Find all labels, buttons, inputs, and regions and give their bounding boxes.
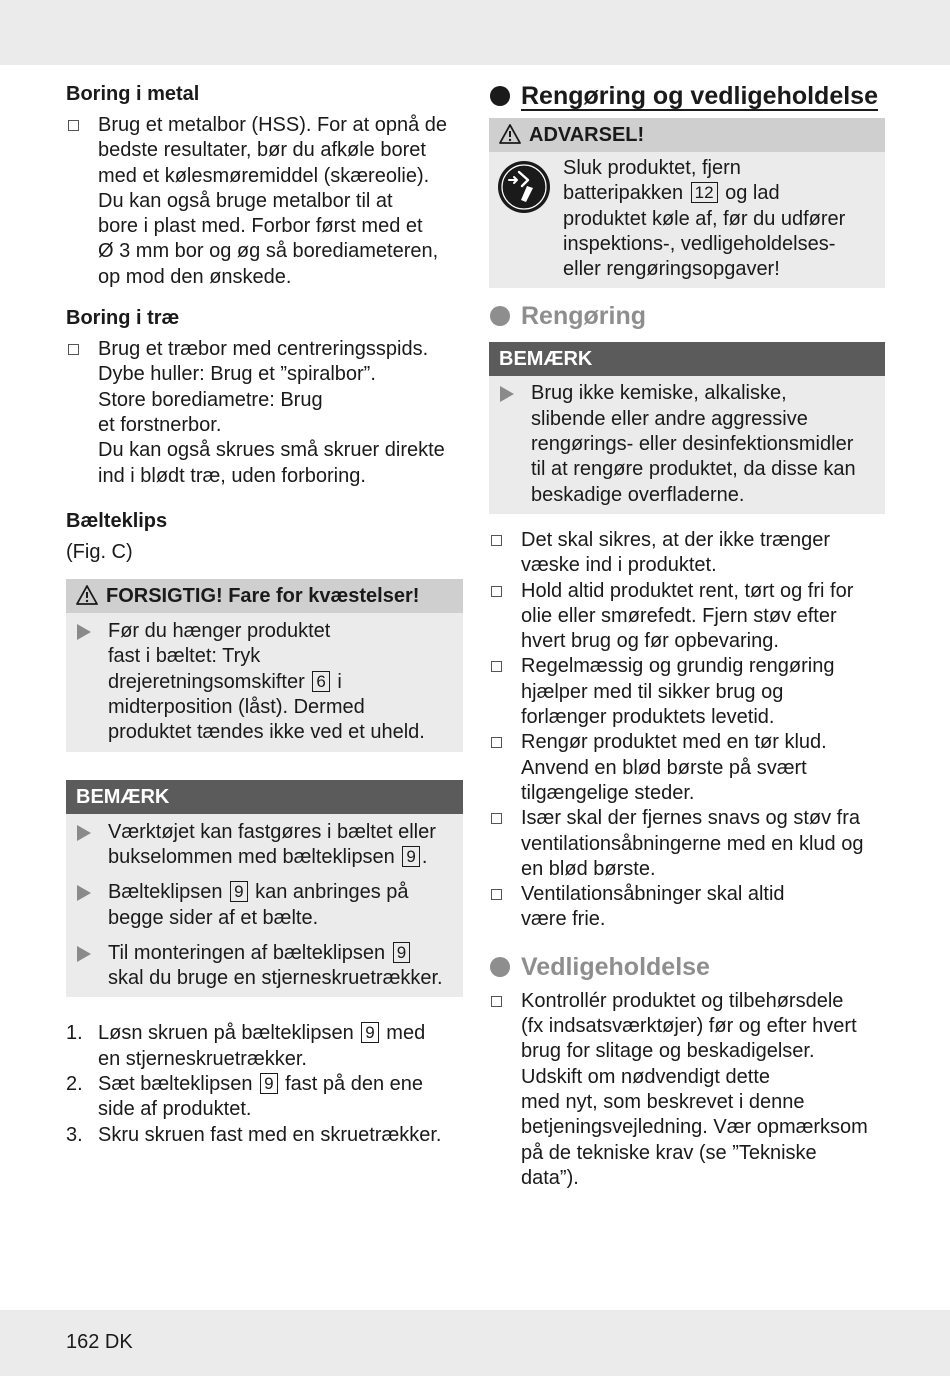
part-reference-badge: 9 — [361, 1022, 378, 1043]
note-title: BEMÆRK — [66, 780, 463, 814]
note-title: BEMÆRK — [489, 342, 885, 376]
warning-triangle-icon — [499, 124, 521, 144]
list-item: Rengør produktet med en tør klud. Anvend en blød børste på svært tilgængelige steder. — [489, 730, 885, 806]
step-item: 2. Sæt bælteklipsen 9 fast på den ene side af produktet. — [66, 1073, 424, 1121]
caution-item: Før du hænger produktet fast i bæltet: Tryk drejeretningsomskifter 6 i midterposition (låst). Dermed produktet tændes ikke ved et uheld. — [66, 619, 463, 745]
caution-title: FORSIGTIG! Fare for kvæstelser! — [66, 579, 463, 613]
part-reference-badge: 9 — [393, 942, 410, 963]
checkbox-square-icon — [68, 120, 79, 131]
warning-content: Sluk produktet, fjern batteripakken 12 og lad produktet køle af, før du udfører inspektions-, vedligeholdelses- eller rengøringsopgaver! — [489, 152, 885, 288]
part-reference-badge: 9 — [230, 881, 247, 902]
list-item: Brug et metalbor (HSS). For at opnå de bedste resultater, bør du afkøle boret med et kølesmøremiddel (skæreolie). Du kan også bruge metalbor til at bore i plast med. Forbor først med et Ø 3 mm bor og øg så borediameteren, op mod den ønskede. — [66, 113, 463, 290]
note-item: Bælteklipsen 9 kan anbringes på begge sider af et bælte. — [66, 880, 463, 931]
cleaning-list — [489, 528, 885, 933]
warning-box — [489, 118, 885, 288]
checkbox-square-icon — [491, 737, 502, 748]
heading-belt-clip: Bælteklips — [66, 509, 168, 532]
maintenance-list — [489, 989, 885, 1191]
note-item: Brug ikke kemiske, alkaliske, slibende eller andre aggressive rengørings- eller desinfektionsmidler til at rengøre produktet, da disse kan beskadige overfladerne. — [489, 381, 885, 507]
steps-list — [66, 1021, 463, 1147]
checkbox-square-icon — [491, 813, 502, 824]
checkbox-square-icon — [491, 661, 502, 672]
checkbox-square-icon — [491, 586, 502, 597]
page-header-band — [0, 0, 950, 65]
section-heading-cleaning: Rengøring — [489, 300, 885, 332]
note-item: Til monteringen af bælteklipsen 9 skal du bruge en stjerneskruetrækker. — [66, 941, 463, 992]
disconnect-battery-icon — [497, 160, 551, 214]
wood-list — [66, 337, 463, 489]
part-reference-badge: 6 — [312, 671, 329, 692]
bullet-dot-icon — [490, 86, 510, 106]
arrow-bullet-icon — [77, 825, 91, 841]
figure-reference: (Fig. C) — [66, 540, 133, 563]
checkbox-square-icon — [491, 996, 502, 1007]
arrow-bullet-icon — [77, 885, 91, 901]
heading-metal-drilling: Boring i metal — [66, 83, 200, 105]
note-box — [66, 780, 463, 998]
arrow-bullet-icon — [500, 386, 514, 402]
left-column — [66, 82, 463, 1148]
page-footer-band — [0, 1310, 950, 1376]
checkbox-square-icon — [491, 535, 502, 546]
list-item: Kontrollér produktet og tilbehørsdele (fx indsatsværktøjer) før og efter hvert brug for slitage og beskadigelser. Udskift om nødvendigt dette med nyt, som beskrevet i denne betjeningsvejledning. Vær opmærksom på de tekniske krav (se ”Tekniske data”). — [489, 989, 885, 1191]
checkbox-square-icon — [68, 344, 79, 355]
checkbox-square-icon — [491, 889, 502, 900]
arrow-bullet-icon — [77, 946, 91, 962]
heading-wood-drilling: Boring i træ — [66, 307, 180, 330]
right-column — [489, 80, 885, 1191]
list-item: Især skal der fjernes snavs og støv fra ventilationsåbningerne med en klud og en blød børste. — [489, 806, 885, 882]
note-box — [489, 342, 885, 513]
list-item: Regelmæssig og grundig rengøring hjælper med til sikker brug og forlænger produktets levetid. — [489, 654, 885, 730]
section-heading-maintenance: Vedligeholdelse — [489, 951, 885, 983]
bullet-dot-icon — [490, 957, 510, 977]
caution-box — [66, 579, 463, 751]
bullet-dot-icon — [490, 306, 510, 326]
part-reference-badge: 9 — [402, 846, 419, 867]
part-reference-badge: 9 — [260, 1073, 277, 1094]
list-item: Hold altid produktet rent, tørt og fri for olie eller smørefedt. Fjern støv efter hvert brug og før opbevaring. — [489, 579, 885, 655]
list-item: Brug et træbor med centreringsspids. Dybe huller: Brug et ”spiralbor”. Store borediametre: Brug et forstnerbor. Du kan også skrues små skruer direkte ind i blødt træ, uden forboring. — [66, 337, 463, 489]
arrow-bullet-icon — [77, 624, 91, 640]
list-item: Ventilationsåbninger skal altid være frie. — [489, 882, 885, 933]
step-item: 3. Skru skruen fast med en skruetrækker. — [66, 1123, 442, 1146]
part-reference-badge: 12 — [691, 182, 718, 203]
note-item: Værktøjet kan fastgøres i bæltet eller bukselommen med bælteklipsen 9 . — [66, 820, 463, 871]
metal-list — [66, 113, 463, 290]
section-heading-cleaning-maintenance: Rengøring og vedligeholdelse — [489, 80, 885, 112]
warning-triangle-icon — [76, 585, 98, 605]
page-number: 162 DK — [66, 1331, 133, 1353]
step-item: 1. Løsn skruen på bælteklipsen 9 med en stjerneskruetrækker. — [66, 1022, 426, 1070]
warning-title: ADVARSEL! — [489, 118, 885, 152]
list-item: Det skal sikres, at der ikke trænger væske ind i produktet. — [489, 528, 885, 579]
